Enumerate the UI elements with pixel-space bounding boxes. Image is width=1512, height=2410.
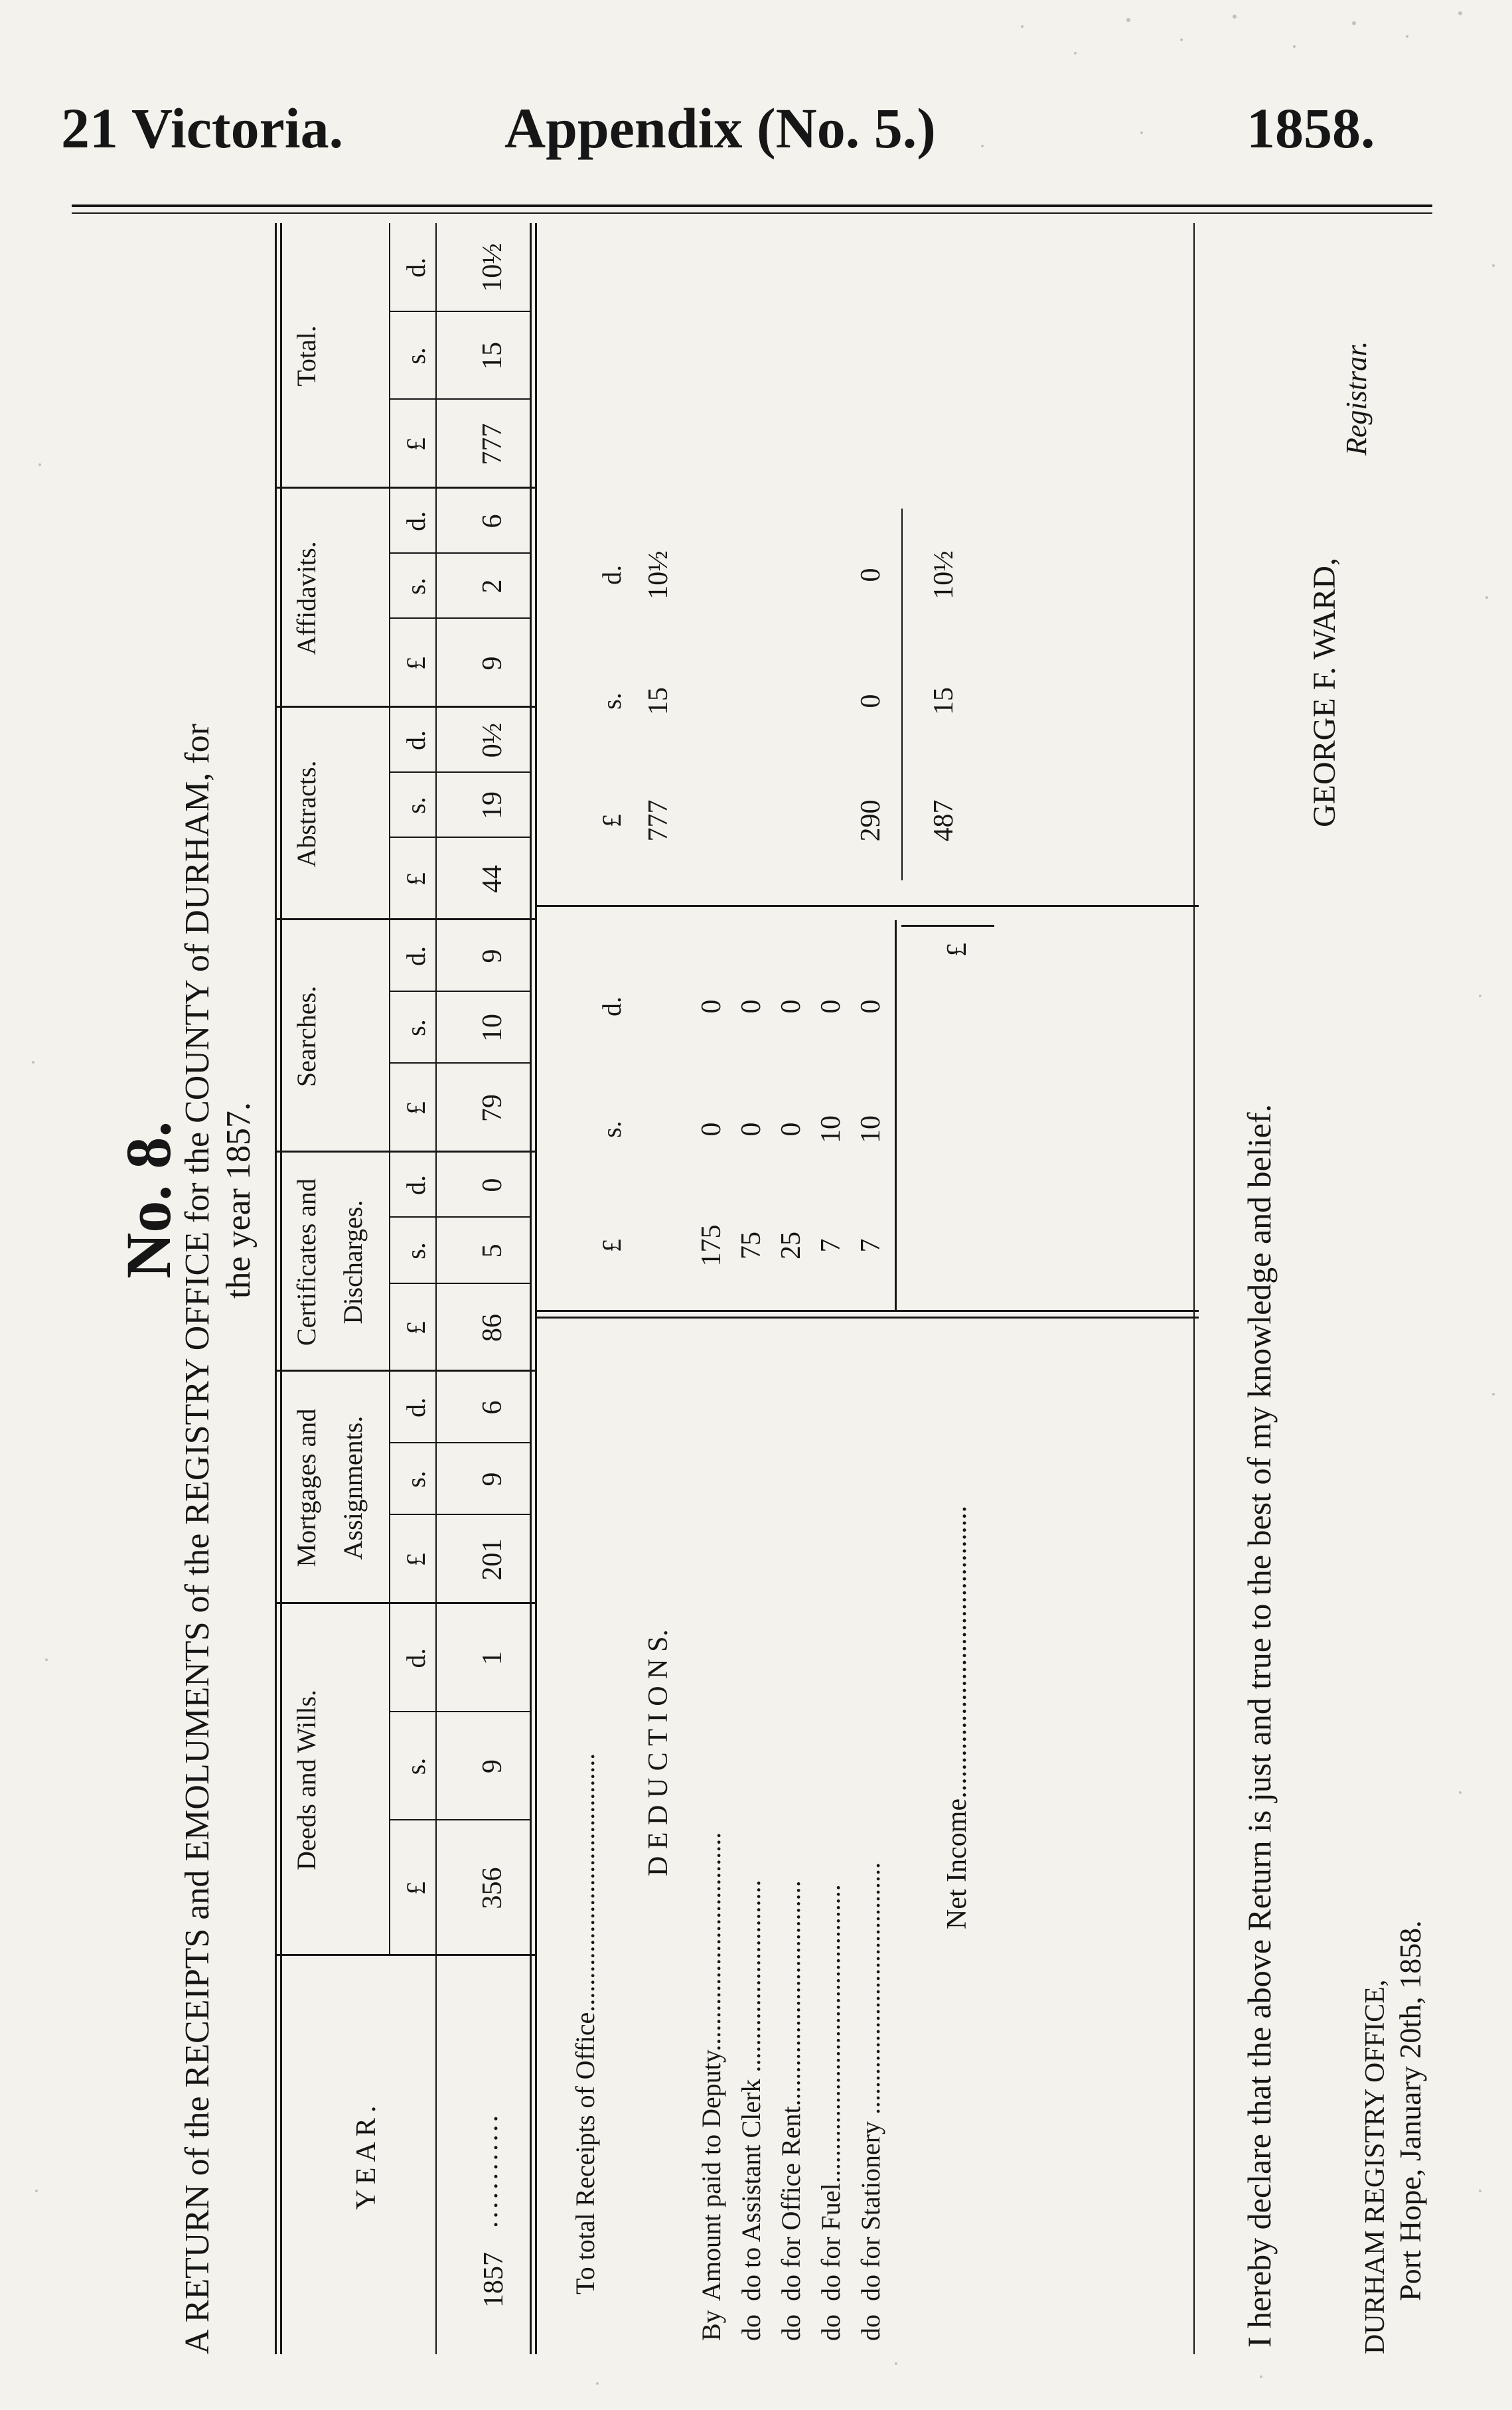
total-deductions-pence: 0 — [856, 568, 886, 582]
pence-label: d. — [401, 1398, 431, 1417]
total-shillings: 15 — [477, 342, 508, 370]
deduction-pence: 0 — [776, 999, 806, 1014]
deduction-label: Amount paid to Deputy................................. — [696, 1832, 726, 2301]
deduction-pence: 0 — [816, 999, 846, 1014]
deduction-label: do for Office Rent.................................. — [776, 1880, 806, 2301]
deduction-shillings: 10 — [856, 1115, 886, 1143]
deduction-pounds: 25 — [776, 1232, 806, 1259]
year-header: YEAR. — [351, 2100, 382, 2210]
deduction-pounds-label: £ — [597, 1239, 627, 1252]
right-pounds-label: £ — [597, 814, 627, 827]
summary-rule-3 — [535, 905, 1199, 907]
table-top-rule-2 — [280, 223, 282, 2354]
deduction-pence: 0 — [696, 999, 727, 1014]
total-deductions-pounds: 290 — [856, 799, 886, 842]
mortgages-pounds: 201 — [477, 1538, 508, 1581]
summary-rule — [535, 1317, 1199, 1319]
deduction-prefix: do — [816, 2314, 846, 2341]
subheader-rule — [389, 708, 390, 920]
summary-rule-2 — [535, 1310, 1199, 1312]
header-right: 1858. — [1247, 96, 1375, 160]
deduction-prefix: do — [736, 2314, 766, 2341]
subheader-rule — [389, 1604, 390, 1956]
net-income-shillings: 15 — [929, 687, 959, 715]
return-number: No. 8. — [113, 1121, 184, 1279]
pence-label: d. — [401, 1648, 431, 1668]
pounds-label: £ — [401, 438, 431, 451]
deeds-shillings: 9 — [477, 1759, 508, 1773]
table-header-rule — [435, 223, 437, 2354]
subheader-rule — [389, 1372, 390, 1604]
header-rule — [72, 204, 1432, 207]
pence-label: d. — [401, 258, 431, 278]
footer-date: Port Hope, January 20th, 1858. — [1393, 1920, 1427, 2301]
deeds-pounds: 356 — [477, 1867, 508, 1909]
net-income-label: Net Income.......................................... — [942, 1505, 972, 1929]
affidavits-shillings: 2 — [477, 579, 508, 594]
searches-shillings: 10 — [477, 1014, 508, 1042]
shillings-label: s. — [401, 1019, 431, 1036]
column-header-mortgages: Mortgages and — [291, 1408, 321, 1567]
deduction-shillings: 0 — [696, 1122, 727, 1137]
deduction-shillings: 0 — [776, 1122, 806, 1137]
net-income-currency: £ — [942, 943, 972, 957]
deduction-label: do for Fuel............................................. — [816, 1884, 846, 2301]
pence-label: d. — [401, 730, 431, 750]
subheader-rule — [389, 920, 390, 1153]
total-pounds: 777 — [477, 423, 508, 465]
return-title-line1: A RETURN of the RECEIPTS and EMOLUMENTS of the REGISTRY OFFICE for the COUNTY of DURHAM, for — [179, 724, 216, 2354]
deduction-pence: 0 — [856, 999, 886, 1014]
column-header-abstracts: Abstracts. — [291, 760, 321, 868]
column-header-affidavits: Affidavits. — [291, 541, 321, 655]
abstracts-pence: 0½ — [477, 722, 508, 758]
row-year: 1857 — [479, 2252, 509, 2308]
receipts-label: To total Receipts of Office....................................... — [570, 1753, 600, 2294]
registrar-role: Registrar. — [1340, 341, 1373, 455]
pence-label: d. — [401, 946, 431, 966]
table-bottom-rule — [530, 223, 532, 2354]
deduction-prefix: do — [856, 2314, 885, 2341]
pence-label: d. — [401, 511, 431, 531]
return-title-line2: the year 1857. — [220, 1101, 258, 1299]
mortgages-shillings: 9 — [477, 1472, 508, 1486]
subheader-rule — [389, 1153, 390, 1372]
shillings-label: s. — [401, 1757, 431, 1775]
header-center: Appendix (No. 5.) — [504, 96, 936, 160]
right-shillings-label: s. — [597, 692, 627, 710]
deduction-label: do for Stationery ...................................... — [856, 1862, 885, 2301]
deduction-pounds: 7 — [856, 1238, 886, 1253]
shillings-label: s. — [401, 578, 431, 595]
net-income-pounds: 487 — [929, 799, 959, 842]
pounds-label: £ — [401, 657, 431, 670]
affidavits-pence: 6 — [477, 514, 508, 528]
rotated-page-body — [72, 223, 1432, 2354]
total-receipts-pence: 10½ — [643, 550, 674, 600]
net-income-pence: 10½ — [929, 550, 959, 600]
subheader-rule — [389, 489, 390, 708]
deduction-label: do to Assistant Clerk ............................. — [736, 1880, 766, 2301]
column-header-searches: Searches. — [291, 985, 321, 1087]
affidavits-pounds: 9 — [477, 656, 508, 671]
column-header-mortgages-2: Assignments. — [338, 1415, 368, 1560]
abstracts-shillings: 19 — [477, 791, 508, 819]
footer-office: DURHAM REGISTRY OFFICE, — [1360, 1979, 1391, 2354]
total-receipts-pounds: 777 — [643, 799, 674, 842]
deduction-pounds: 75 — [736, 1232, 767, 1259]
shillings-label: s. — [401, 347, 431, 364]
pounds-label: £ — [401, 1553, 431, 1566]
column-header-certificates: Certificates and — [291, 1178, 321, 1346]
certificates-shillings: 5 — [477, 1244, 508, 1258]
column-header-total: Total. — [291, 325, 321, 386]
header-rule-thin — [72, 212, 1432, 214]
column-header-deeds: Deeds and Wills. — [291, 1689, 321, 1871]
declaration-text: I hereby declare that the above Return is just and true to the best of my knowledge and belief. — [1241, 1104, 1278, 2348]
registrar-signature: GEORGE F. WARD, — [1307, 558, 1342, 827]
deductions-heading: D E D U C T I O N S. — [643, 1629, 674, 1876]
shillings-label: s. — [401, 1242, 431, 1259]
pounds-label: £ — [401, 1321, 431, 1334]
abstracts-pounds: 44 — [477, 865, 508, 893]
deductions-sum-rule — [895, 920, 897, 1312]
deeds-pence: 1 — [477, 1651, 508, 1665]
shillings-label: s. — [401, 1471, 431, 1488]
searches-pence: 9 — [477, 949, 508, 963]
net-sum-rule — [901, 509, 903, 880]
deduction-shillings-label: s. — [597, 1121, 627, 1138]
mortgages-pence: 6 — [477, 1400, 508, 1415]
searches-pounds: 79 — [477, 1094, 508, 1122]
certificates-pounds: 86 — [477, 1314, 508, 1342]
total-pence: 10½ — [477, 243, 508, 292]
total-receipts-shillings: 15 — [643, 687, 674, 715]
pence-label: d. — [401, 1175, 431, 1195]
total-deductions-shillings: 0 — [856, 694, 886, 708]
table-bottom-rule-2 — [535, 223, 537, 2354]
right-pence-label: d. — [597, 565, 627, 585]
deduction-shillings: 10 — [816, 1115, 846, 1143]
row-leader: ............ — [473, 2113, 504, 2228]
column-header-certificates-2: Discharges. — [338, 1200, 368, 1325]
shillings-label: s. — [401, 797, 431, 814]
deduction-pounds: 7 — [816, 1238, 846, 1253]
pounds-label: £ — [401, 872, 431, 886]
pounds-label: £ — [401, 1101, 431, 1115]
pounds-label: £ — [401, 1882, 431, 1895]
deduction-pence: 0 — [736, 999, 767, 1014]
deduction-pence-label: d. — [597, 997, 627, 1016]
certificates-pence: 0 — [477, 1178, 508, 1192]
deduction-prefix: By — [696, 2310, 726, 2341]
header-left: 21 Victoria. — [61, 96, 344, 160]
deduction-shillings: 0 — [736, 1122, 767, 1137]
deduction-pounds: 175 — [696, 1224, 727, 1267]
deduction-prefix: do — [776, 2314, 806, 2341]
table-top-rule — [275, 223, 277, 2354]
summary-bottom-rule — [1193, 223, 1195, 2354]
subheader-rule — [389, 223, 390, 489]
deductions-bracket-rule — [901, 925, 994, 927]
